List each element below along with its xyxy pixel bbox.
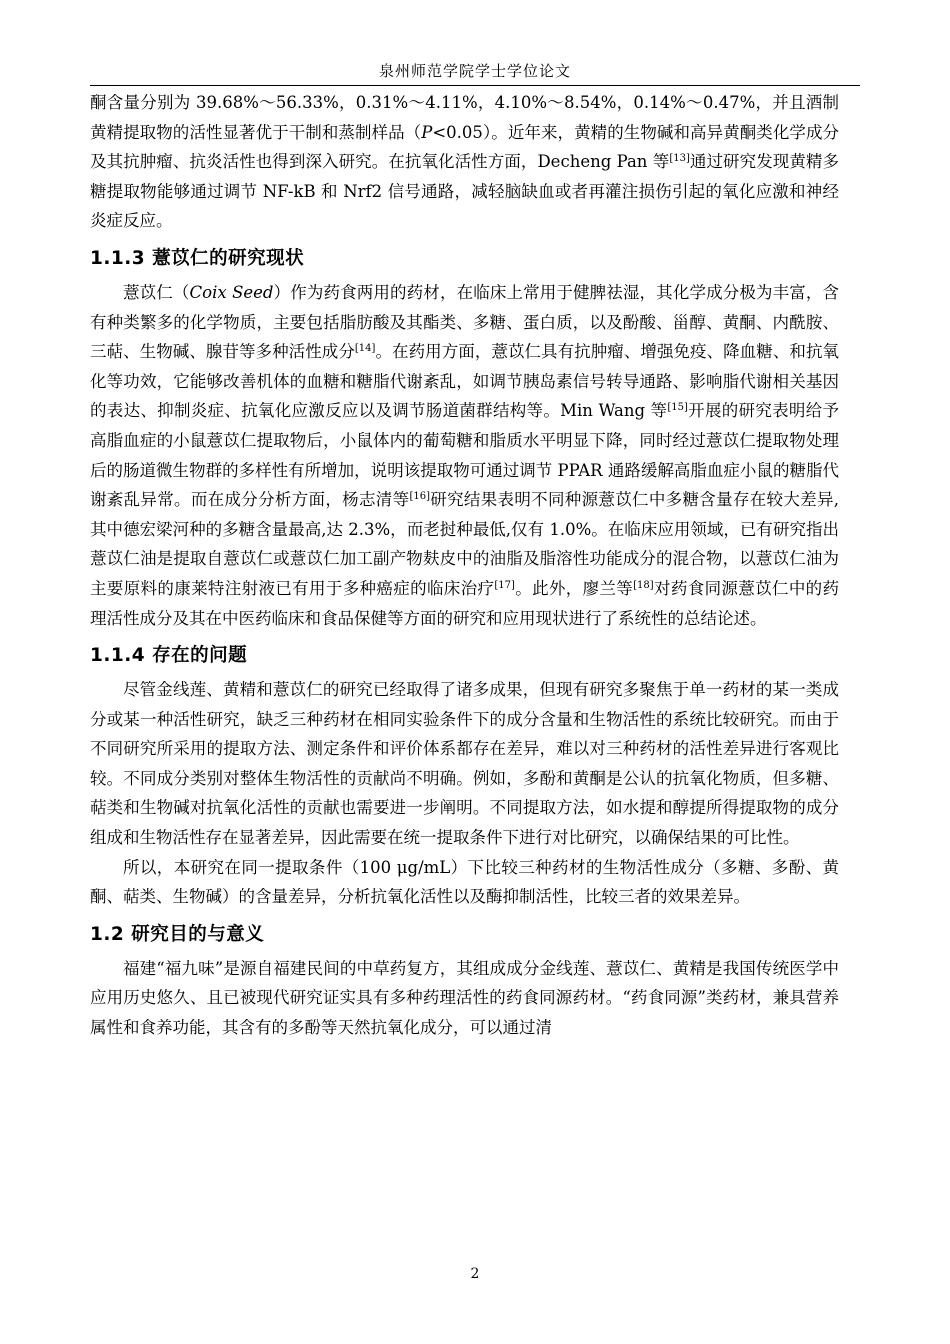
section-heading-1-2: 1.2 研究目的与意义: [90, 923, 265, 945]
citation-17[interactable]: [17]: [494, 579, 515, 591]
citation-14[interactable]: [14]: [354, 343, 376, 355]
citation-15[interactable]: [15]: [667, 402, 688, 414]
paragraph-coix-seed: 薏苡仁（Coix Seed）作为药食两用的药材，在临床上常用于健脾祛湿，其化学成分极为丰富，含有种类繁多的化学物质，主要包括脂肪酸及其酯类、多糖、蛋白质，以及酚酸、甾醇、黄酮、内酰胺、三萜、生物碱、腺苷等多种活性成分[14]。在药用方面，薏苡仁具有抗肿瘤、增强免疫、降血糖、和抗氧化等功效，它能够改善机体的血糖和糖脂代谢紊乱，如调节胰岛素信号转导通路、影响脂代谢相关基因的表达、抑制炎症、抗氧化应激反应以及调节肠道菌群结构等。Min Wang 等[15]开展的研究表明给予高脂血症的小鼠薏苡仁提取物后，小鼠体内的葡萄糖和脂质水平明显下降，同时经过薏苡仁提取物处理后的肠道微生物群的多样性有所增加，说明该提取物可通过调节 PPAR 通路缓解高脂血症小鼠的糖脂代谢紊乱异常。而在成分分析方面，杨志清等[16]研究结果表明不同种源薏苡仁中多糖含量存在较大差异,其中德宏梁河种的多糖含量最高,达 2.3%，而老挝种最低,仅有 1.0%。在临床应用领域，已有研究指出薏苡仁油是提取自薏苡仁或薏苡仁加工副产物麸皮中的油脂及脂溶性功能成分的混合物，以薏苡仁油为主要原料的康莱特注射液已有用于多种癌症的临床治疗[17]。此外，廖兰等[18]对药食同源薏苡仁中的药理活性成分及其在中医药临床和食品保健等方面的研究和应用现状进行了系统性的总结论述。: [90, 282, 840, 628]
page-content: [90, 88, 839, 1043]
citation-16[interactable]: [16]: [409, 491, 430, 503]
running-header: 泉州师范学院学士学位论文: [378, 62, 571, 80]
paragraph-purpose: 福建“福九味”是源自福建民间的中草药复方，其组成成分金线莲、薏苡仁、黄精是我国传统医学中应用历史悠久、且已被现代研究证实具有多种药理活性的药食同源药材。“药食同源”类药材，兼具营养属性和食养功能，其含有的多酚等天然抗氧化成分，可以通过清: [90, 958, 839, 1038]
page-number: 2: [470, 1266, 480, 1282]
section-heading-1-1-3: 1.1.3 薏苡仁的研究现状: [90, 247, 305, 269]
paragraph-continued: 酮含量分别为 39.68%～56.33%，0.31%～4.11%，4.10%～8.54%，0.14%～0.47%，并且酒制黄精提取物的活性显著优于干制和蒸制样品（P<0.05）。近年来，黄精的生物碱和高异黄酮类化学成分及其抗肿瘤、抗炎活性也得到深入研究。在抗氧化活性方面，Decheng Pan 等[13]通过研究发现黄精多糖提取物能够通过调节 NF-kB 和 Nrf2 信号通路，减轻脑缺血或者再灌注损伤引起的氧化应激和神经炎症反应。: [90, 93, 839, 231]
paragraph-problems: 尽管金线莲、黄精和薏苡仁的研究已经取得了诸多成果，但现有研究多聚焦于单一药材的某一类成分或某一种活性研究，缺乏三种药材在相同实验条件下的成分含量和生物活性的系统比较研究。而由于不同研究所采用的提取方法、测定条件和评价体系都存在差异，难以对三种药材的活性差异进行客观比较。不同成分类别对整体生物活性的贡献尚不明确。例如，多酚和黄酮是公认的抗氧化物质，但多糖、萜类和生物碱对抗氧化活性的贡献也需要进一步阐明。不同提取方法，如水提和醇提所得提取物的成分组成和生物活性存在显著差异，因此需要在统一提取条件下进行对比研究，以确保结果的可比性。: [90, 680, 839, 848]
citation-13[interactable]: [13]: [669, 153, 690, 165]
section-heading-1-1-4: 1.1.4 存在的问题: [90, 645, 248, 667]
citation-18[interactable]: [18]: [633, 579, 654, 591]
header-rule: [90, 85, 860, 86]
paragraph-study-scope: 所以，本研究在同一提取条件（100 μg/mL）下比较三种药材的生物活性成分（多糖、多酚、黄酮、萜类、生物碱）的含量差异，分析抗氧化活性以及酶抑制活性，比较三者的效果差异。: [90, 857, 839, 907]
